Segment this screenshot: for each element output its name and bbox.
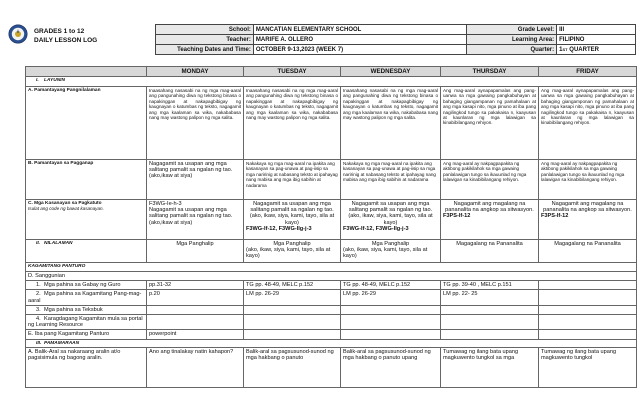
- cell-thursday: Ang mag-aaral ay nakpagpapakita ng aktibong pakikilahok sa mga gawaing panlalawigan tungo sa ikauunlad ng mga lalawigan sa kinabibilangang rehiyon.: [441, 160, 539, 200]
- corner-cell: [26, 67, 147, 77]
- row-iba-pang-kagamitan: [26, 330, 637, 339]
- row-label: [26, 315, 147, 330]
- cell-monday: powerpoint: [147, 330, 244, 339]
- item-number: 3.: [36, 306, 41, 313]
- cell-thursday: Magagalang na Pananalita: [441, 240, 539, 263]
- cell-monday: Ano ang tinalakay natin kahapon?: [147, 348, 244, 388]
- cell-friday: [539, 330, 637, 339]
- cell-thursday: TG pp. 39-40 , MELC p.151: [441, 281, 539, 290]
- section-title: LAYUNIN: [44, 78, 65, 83]
- cell-friday: [539, 315, 637, 330]
- cell-friday: [539, 281, 637, 290]
- grade-value: III: [557, 25, 636, 35]
- day-header: WEDNESDAY: [341, 67, 441, 77]
- area-value: FILIPINO: [557, 35, 636, 45]
- row-label: [26, 305, 147, 314]
- cell-tuesday: [244, 305, 341, 314]
- row-label: [26, 200, 147, 240]
- cell-thursday: [441, 315, 539, 330]
- row-teksbuk: [26, 305, 637, 314]
- row-label: [26, 240, 147, 263]
- competency-code: F3PS-If-12: [541, 213, 569, 220]
- day-header-row: [26, 67, 637, 77]
- cell-friday: [539, 305, 637, 314]
- section-title: PAMAMARAAN: [44, 340, 80, 346]
- cell-wednesday: [341, 315, 441, 330]
- day-header: MONDAY: [147, 67, 244, 77]
- cell-thursday: [441, 330, 539, 339]
- cell-tuesday: [244, 330, 341, 339]
- cell-thursday: Tumawag ng ilang bata upang magkuwento tungkol sa mga: [441, 348, 539, 388]
- competency-text: Nagagamit ang magalang na pananalita na angkop sa sitwasyon.: [445, 201, 534, 214]
- section-pamamaraan: [26, 339, 637, 347]
- cell-tuesday: [244, 200, 341, 240]
- row-learning-resource: [26, 315, 637, 330]
- competency-text: Nagagamit sa usapan ang mga salitang pamalit sa ngalan ng tao.(ako,ikaw at siya): [149, 207, 233, 226]
- cell-friday: [539, 290, 637, 305]
- section-title: KAGAMITANG PANTURO: [26, 263, 637, 272]
- competency-code: F3WG-If-12, F3WG-IIg-j-3: [246, 225, 312, 232]
- competency-text: Nagagamit sa usapan ang mga salitang pamalit sa ngalan ng tao. (ako, ikaw, siya, kami, tayo, sila at kayo): [249, 201, 335, 226]
- content-title: Mga Panghalip: [273, 241, 311, 247]
- row-label: E. Iba pang Kagamitang Panturo: [26, 330, 147, 339]
- cell-wednesday: [341, 200, 441, 240]
- competency-text: Nagagamit ang magalang na pananalita na angkop sa sitwasyon.: [543, 201, 632, 214]
- competency-code: F3WG-Ie-h-3: [149, 201, 182, 207]
- row-label: A. Balik-Aral sa nakaraang aralin at/o pagsisimula ng bagong aralin.: [26, 348, 147, 388]
- day-header: TUESDAY: [244, 67, 341, 77]
- section-number: I.: [36, 78, 39, 83]
- cell-monday: pp.31-32: [147, 281, 244, 290]
- dates-value: OCTOBER 9-13,2023 (WEEK 7): [253, 45, 466, 55]
- item-label: Mga pahina sa Kagamitang Pang-mag-aaral: [28, 291, 142, 304]
- header-info-table: [155, 24, 636, 55]
- cell-tuesday: Balik-aral sa pagsusunod-sunod ng mga hakbang o panuto: [244, 348, 341, 388]
- cell-tuesday: Nakakaya ng mga mag-aaral na ipakita ang kasanayan sa pag-unawa at pag-iisip sa mga naririnig at nabasang teksto at ipahayag nang mabisa ang mga ibig sabihin at nadarama: [244, 160, 341, 200]
- competency-code: F3WG-If-12, F3WG-IIg-j-3: [343, 225, 409, 232]
- competency-code: F3PS-If-12: [443, 213, 471, 220]
- cell-friday: Ang mag-aaral ay nakpagpapakita ng aktibong pakikilahok sa mga gawaing panlalawigan tungo sa ikauunlad ng mga lalawigan sa kinabibilangang rehiyon.: [539, 160, 637, 200]
- form-title: [34, 27, 97, 45]
- cell-monday: p.20: [147, 290, 244, 305]
- dates-label: Teaching Dates and Time:: [156, 45, 254, 55]
- row-pamantayan-sa-pagganap: [26, 160, 637, 200]
- content-title: Mga Panghalip: [371, 241, 410, 247]
- quarter-sup: ST: [562, 46, 568, 52]
- day-header: FRIDAY: [539, 67, 637, 77]
- cell-tuesday: Inaasahang nasasabi na ng mga mag-aaral ang pangunahing diwa ng tekstong binasa o napakinggan at nakapagbibigay ng kaugnayan o katumbas ng teksto, nagagamit ang mga kaalaman sa wika, nakababasa nang may wastong palipon ng mga salita.: [244, 87, 341, 160]
- cell-thursday: LM pp. 22- 25: [441, 290, 539, 305]
- cell-wednesday: LM pp. 26-29: [341, 290, 441, 305]
- cell-monday: Inaasahang nasasabi na ng mga mag-aaral ang pangunahing diwa ng tekstong binasa o napakinggan at nakapagbibigay ng kaugnayan o katumbas ng teksto, nagagamit ang mga kaalaman sa wika, nakababasa nang may wastong palipon ng mga salita.: [147, 87, 244, 160]
- item-label: Mga pahina sa Gabay ng Guro: [44, 282, 121, 289]
- cell-monday: Nagagamit sa usapan ang mga salitang pamalit sa ngalan ng tao.(ako,ikaw at siya): [147, 160, 244, 200]
- row-kagamitang-pang-mag-aaral: [26, 290, 637, 305]
- cell-monday: [147, 305, 244, 314]
- item-label: Mga pahina sa Teksbuk: [44, 306, 103, 313]
- quarter-label: Quarter:: [467, 45, 557, 55]
- cell-monday: [147, 200, 244, 240]
- row-mga-kasanayan: [26, 200, 637, 240]
- cell-tuesday: [244, 240, 341, 263]
- quarter-word: QUARTER: [569, 46, 599, 53]
- row-label: D. Sanggunian: [26, 272, 637, 281]
- cell-thursday: [441, 305, 539, 314]
- day-header: THURSDAY: [441, 67, 539, 77]
- row-sanggunian: [26, 272, 637, 281]
- cell-friday: Magagalang na Pananalita: [539, 240, 637, 263]
- row-pamantayang-pangnilalaman: [26, 87, 637, 160]
- deped-seal-icon: [8, 24, 28, 44]
- cell-thursday: Ang mag-aaral aynapapamalas ang pang-uanwa sa mga gawaing pangkabuhayan at bahaging giangampanan ng pamahalaan at ang mga kasapi nito, mga pinuno at iba pang nagilingkod tungo sa pakakaisa n, kaayusan at kaunlaran ng mga lalawigan sa kinabibilangang rehiyon.: [441, 87, 539, 160]
- school-label: School:: [156, 25, 254, 35]
- row-balik-aral: [26, 348, 637, 388]
- grade-label: Grade Level:: [467, 25, 557, 35]
- cell-friday: Tumawag ng ilang bata upang magkuwento tungkol: [539, 348, 637, 388]
- lesson-log-table: [25, 66, 637, 388]
- cell-monday: Mga Panghalip: [147, 240, 244, 263]
- item-number: 1.: [36, 282, 41, 289]
- area-label: Learning Area:: [467, 35, 557, 45]
- cell-monday: [147, 315, 244, 330]
- cell-wednesday: Nakakaya ng mga mag-aaral na ipakita ang kasanayan sa pag-unawa at pag-iisip sa mga naririnig at nabasang teksto at ipahayag nang mabisa ang mga ibig sabihin at nadarama: [341, 160, 441, 200]
- item-number: 4.: [36, 316, 41, 323]
- cell-tuesday: TG pp. 48-49, MELC p.152: [244, 281, 341, 290]
- cell-wednesday: TG pp. 48-49, MELC p.152: [341, 281, 441, 290]
- form-title-line1: GRADES 1 to 12: [34, 28, 85, 35]
- quarter-value: [557, 45, 636, 55]
- cell-wednesday: [341, 330, 441, 339]
- cell-thursday: [441, 200, 539, 240]
- teacher-value: MARIFE A. OLLERO: [253, 35, 466, 45]
- page-header: [0, 0, 640, 62]
- section-layunin: [26, 77, 637, 87]
- cell-tuesday: [244, 315, 341, 330]
- row-label: B. Pamantayan sa Pagganap: [26, 160, 147, 200]
- row-label: A. Pamantayang Pangnilalaman: [26, 87, 147, 160]
- competency-text: Nagagamit sa usapan ang mga salitang pamalit sa ngalan ng tao. (ako, ikaw, siya, kami, tayo, sila at kayo): [348, 201, 433, 226]
- content-note: (ako, ikaw, siya, kami, tayo, sila at kayo): [246, 247, 331, 260]
- section-title: NILALAMAN: [44, 241, 73, 246]
- section-kagamitan: [26, 263, 637, 272]
- row-gabay-ng-guro: [26, 281, 637, 290]
- quarter-num: 1: [559, 46, 563, 53]
- row-label-title: C. Mga Kasanayan sa Pagkatuto: [28, 201, 102, 206]
- cell-friday: Ang mag-aaral aynapapamalas ang pang-uanwa sa mga gawaing pangkabuhayan at bahaging giangamponan ng pamahalaan at ang mga kasapi nito, mga pinuno at iba pang nagilingkod tungo sa pakakaisa n, kaayusan at kaunlaran ng mga lalawigan sa kinabibilangang rehiyon.: [539, 87, 637, 160]
- cell-wednesday: [341, 305, 441, 314]
- cell-tuesday: LM pp. 26-29: [244, 290, 341, 305]
- content-note: (ako, ikaw, siya, kami, tayo, sila at kayo): [343, 247, 428, 260]
- section-number: II.: [36, 241, 40, 246]
- cell-wednesday: Balik-aral sa pagsusunod-sunod ng mga hakbang o panuto upang: [341, 348, 441, 388]
- item-number: 2.: [36, 291, 41, 298]
- cell-wednesday: Inaasahang nasasabi na ng mga mag-aaral ang pangunahing diwa ng tekstong binasa o napakinggan at nakapagbibigay ng kaugnayan o katumbas ng teksto, nagagamit ang mga kaalaman sa wika, nakababasa nang may wastong palipon ng mga salita.: [341, 87, 441, 160]
- section-number: III.: [36, 340, 42, 346]
- row-label: [26, 290, 147, 305]
- cell-wednesday: [341, 240, 441, 263]
- form-title-line2: DAILY LESSON LOG: [34, 37, 98, 44]
- row-label-note: Isulat ang code ng bawat kasanayan.: [28, 206, 104, 212]
- school-value: MANCATIAN ELEMENTARY SCHOOL: [253, 25, 466, 35]
- cell-friday: [539, 200, 637, 240]
- row-label: [26, 281, 147, 290]
- row-nilalaman: [26, 240, 637, 263]
- item-label: Karagdagang Kagamitan mula sa portal ng Learning Resource: [28, 316, 143, 329]
- teacher-label: Teacher:: [156, 35, 254, 45]
